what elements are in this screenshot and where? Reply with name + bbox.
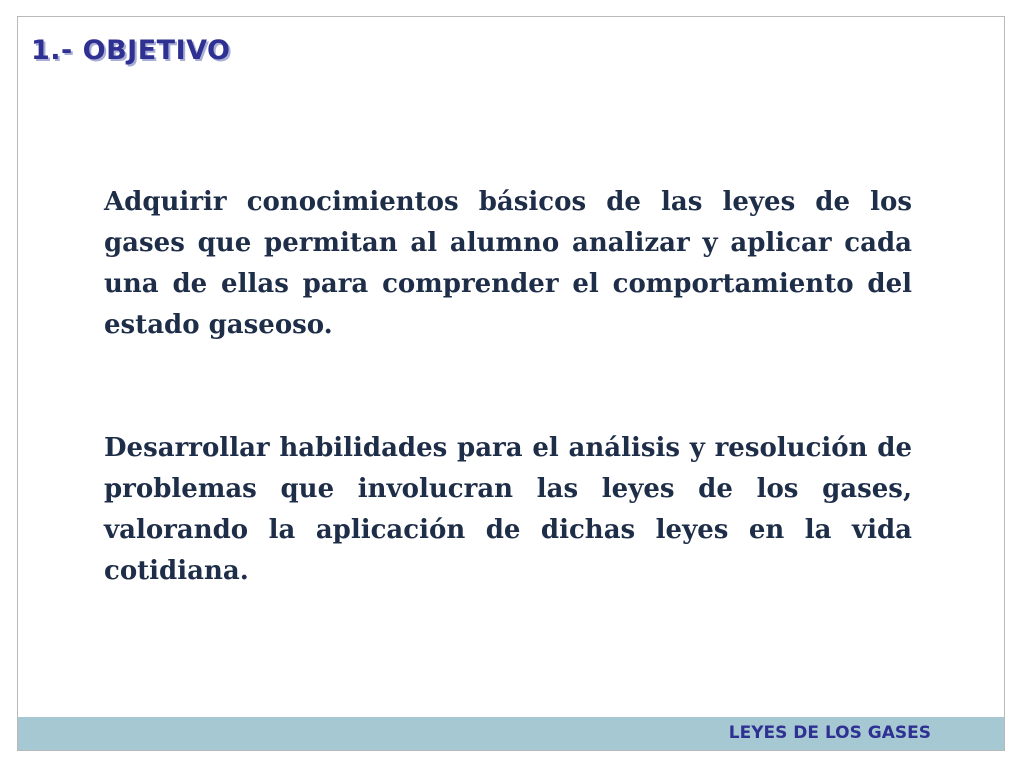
objective-paragraph-2: Desarrollar habilidades para el análisis y resolución de problemas que involucran las leyes de los gases, valorando la aplicación de dichas leyes en la vida cotidiana. [104, 433, 912, 586]
objective-paragraph-1: Adquirir conocimientos básicos de las leyes de los gases que permitan al alumno analizar y aplicar cada una de ellas para comprender el comportamiento del estado gaseoso. [104, 187, 912, 340]
slide-title: 1.- OBJETIVO [31, 35, 231, 66]
slide [17, 16, 1005, 751]
footer-label: LEYES DE LOS GASES [728, 723, 931, 743]
footer-bar [18, 717, 1004, 750]
